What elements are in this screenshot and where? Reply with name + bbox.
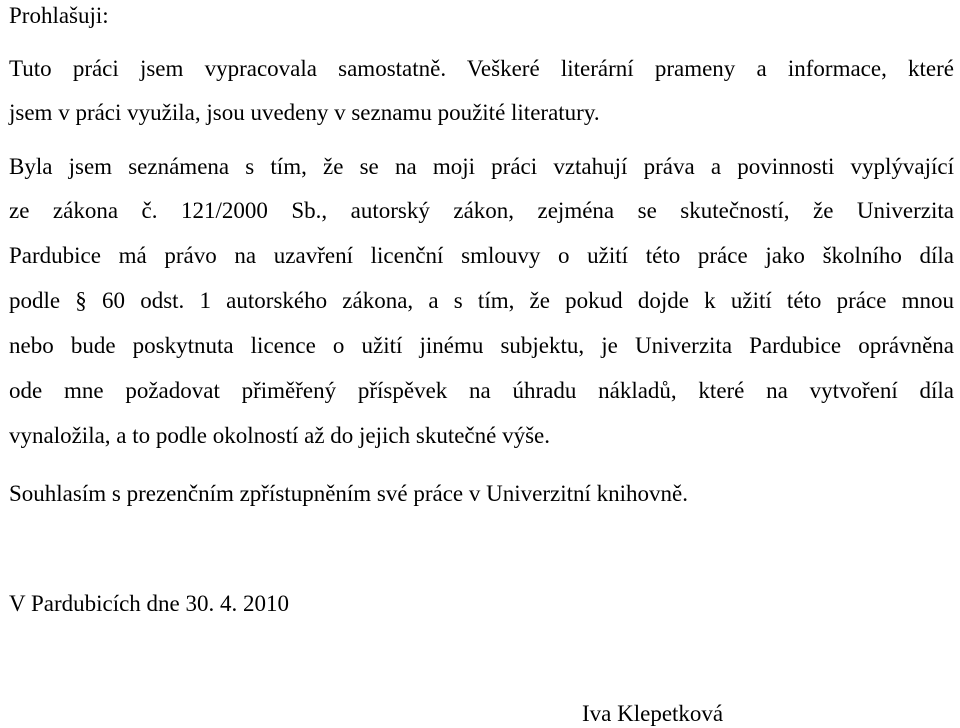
place-and-date: V Pardubicích dne 30. 4. 2010: [9, 591, 290, 616]
signature-name: Iva Klepetková: [582, 701, 724, 726]
paragraph2-line-6: ode mne požadovat přiměřený příspěvek na úhradu nákladů, které na vytvoření díla: [9, 378, 954, 403]
paragraph2-line-7: vynaložila, a to podle okolností až do jejich skutečné výše.: [9, 423, 550, 448]
consent-statement: Souhlasím s prezenčním zpřístupněním své práce v Univerzitní knihovně.: [9, 481, 688, 506]
paragraph1-line-1: Tuto práci jsem vypracovala samostatně. Veškeré literární prameny a informace, které: [9, 56, 954, 81]
paragraph1-line-2: jsem v práci využila, jsou uvedeny v seznamu použité literatury.: [9, 100, 600, 125]
paragraph2-line-1: Byla jsem seznámena s tím, že se na moji práci vztahují práva a povinnosti vyplývající: [9, 154, 954, 179]
paragraph2-line-5: nebo bude poskytnuta licence o užití jinému subjektu, je Univerzita Pardubice oprávněna: [9, 333, 954, 358]
paragraph2-line-4: podle § 60 odst. 1 autorského zákona, a s tím, že pokud dojde k užití této práce mnou: [9, 288, 954, 313]
paragraph2-line-3: Pardubice má právo na uzavření licenční smlouvy o užití této práce jako školního díla: [9, 243, 954, 268]
declaration-heading: Prohlašuji:: [9, 3, 109, 28]
paragraph2-line-2: ze zákona č. 121/2000 Sb., autorský zákon, zejména se skutečností, že Univerzita: [9, 198, 954, 223]
